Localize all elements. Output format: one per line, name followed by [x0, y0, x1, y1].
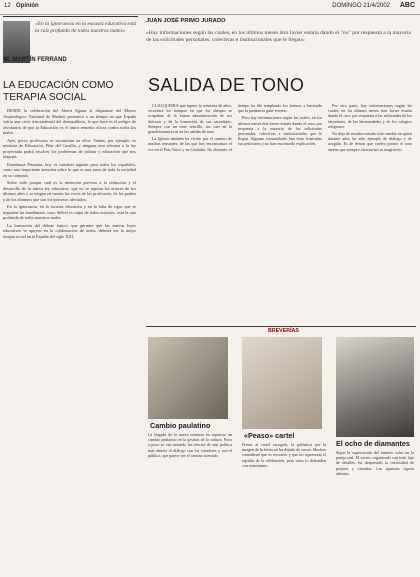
paragraph: No deja de resultar extraño este cambio en quien durante años ha sido ejemplo de diálogo y de acogida. Es de desear que vuelva pronto el tono sereno que siempre caracterizó su magisterio.: [328, 130, 412, 152]
poster-photo: [242, 337, 322, 429]
section-label: Opinión: [16, 3, 39, 9]
brevia-text: Frente al cartel escogido, la polémica por la imagen de la fiesta no ha dejado de crecer. Muchos consideran que es excesivo y que no representa el espíritu de la celebración, pero otros lo defienden con entusiasmo.: [242, 442, 326, 468]
pull-quote: «En la ignorancia en la escasez educativa está la raíz profunda de todos nuestros males»: [35, 21, 137, 34]
paragraph: Ayer, pocos profesores se reconocían en ellos. Ventas, por ejemplo, es ministra de Educación, Pilar del Castillo, y ninguna otra reforma o la ley proyectada podrá resolver los problemas de cultura y educación que nos importa.: [3, 137, 136, 159]
left-column: [3, 16, 138, 77]
main-article-body: [148, 103, 412, 325]
left-headline: LA EDUCACIÓN COMO TERAPIA SOCIAL: [3, 80, 114, 103]
paragraph: La formación del debate franco, que permite que las nuevas leyes educativas se apoyen en la colaboración de todos, debería ser la mejor terapia social en la España del siglo XXI.: [3, 222, 136, 239]
paragraph: Por otra parte, hay informaciones según las cuales, en los últimos meses don Javier estaría dando el «no» por respuesta a las solicitudes de los sacerdotes, de las hermandades y de los colegios religiosos.: [328, 103, 412, 129]
paragraph: La Iglesia también ha vivido por el camino de muchas tensiones, de las que hoy encontramos el eco en el País Vasco y en Cataluña. No obstante, el tiempo ha ido templando los ánimos y haciendo que la prudencia gane terreno.: [148, 103, 322, 152]
fan-photo: [336, 337, 414, 437]
paragraph: Sobre todo porque cuál es la intención prevista a la redacción y el desarrollo de la nueva ley educativa; que no se repitan los errores de los últimos años y se tengan en cuenta las voces de los profesores, de los padres y de los alumnos que son los primeros afectados.: [3, 180, 136, 202]
paragraph: CUALQUIERA que supere la treintena de años, recordará los tiempos en que los obispos se ocupaban de la buena administración de sus diócesis y de la formación de sus sacerdotes. Siempre con un tono sencillo, sin caer en la grandilocuencia ni en las salidas de tono.: [148, 103, 232, 134]
brevia-headline: «Peaso» cartel: [244, 431, 295, 440]
portrait-photo: [148, 337, 228, 419]
page-header: [0, 0, 420, 15]
brevia-headline: El ocho de diamantes: [336, 439, 410, 448]
brevia-text: Sigue la superstición del número ocho en la pareja real. El sorteo, organizado con todo lujo de detalles, ha despertado la curiosidad de propios y extraños. Las apuestas siguen abiertas.: [336, 450, 414, 476]
main-headline: SALIDA DE TONO: [148, 75, 305, 95]
left-article-body: [3, 108, 136, 241]
brevia-text: La llegada de la nueva ministra ha supuesto un cambio paulatino en la gestión de la cultura. Poco a poco se van notando los efectos de una política más abierta al diálogo con los creadores y con el público, que parece ser el camino acertado.: [148, 432, 232, 458]
author-name: M. MARTÍN FERRAND: [4, 57, 67, 63]
main-pull-quote: «Hay informaciones según las cuales, en los últimos meses don Javier estaría dando el "no" por respuesta a la mayoría de las solicitudes personales, colectivas e institucionales que le llegan»: [146, 30, 411, 44]
brand-logo: ABC: [399, 2, 415, 9]
breverias-section: [146, 326, 416, 575]
issue-date: DOMINGO 21/4/2002: [332, 3, 390, 9]
page-number: 12: [4, 3, 11, 9]
brevia-headline: Cambio paulatino: [150, 421, 211, 430]
paragraph: Pero hay informaciones según las cuales, en los últimos meses don Javier estaría dando el «no» por respuesta a la mayoría de las solicitudes personales, colectivas e institucionales que le llegan. Algunas comunidades han visto frustradas sus peticiones y no han encontrado explicación.: [238, 115, 322, 147]
paragraph: DESDE la celebración del Aberri Eguna al dispararse del Museo Arqueológico Nacional de Madrid, pertenece a un tiempo en que España sufría una crisis trascendental del desequilibrio, lo que hace es el peligro de olvidarnos de que la Educación es el único remedio eficaz contra todos los males.: [3, 108, 136, 135]
quote-box: [3, 16, 138, 77]
paragraph: Enseñanza Primaria, hoy es cuestión urgente para todos los españoles, como una importante atención sobre lo que es una tarea de toda la sociedad en su conjunto.: [3, 161, 136, 178]
paragraph: En la ignorancia, en la escasez educativa y en la falta de rigor que se imparten las enseñanzas, cuyo déficit es culpa de todos nosotros, está la raíz profunda de todos nuestros males.: [3, 204, 136, 220]
breverias-title: BREVERÍAS: [268, 328, 299, 334]
main-author-name: JUAN JOSÉ PRIMO JURADO: [146, 18, 226, 24]
